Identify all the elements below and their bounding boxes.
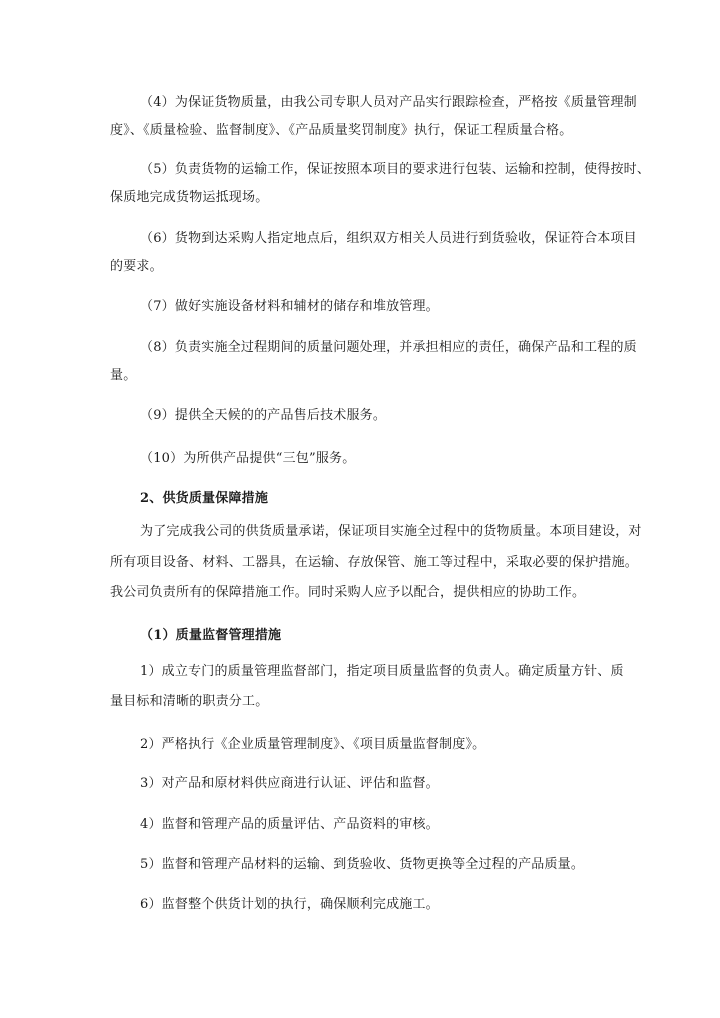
intro-line-1: 为了完成我公司的供货质量承诺，保证项目实施全过程中的货物质量。本项目建设，对 (140, 524, 642, 539)
paragraph-6-line-2: 的要求。 (110, 259, 163, 274)
section-2-heading: 2、供货质量保障措施 (140, 491, 269, 506)
measure-4-line-1: 4）监督和管理产品的质量评估、产品资料的审核。 (140, 817, 439, 832)
intro-line-2: 所有项目设备、材料、工器具，在运输、存放保管、施工等过程中，采取必要的保护措施。 (110, 555, 639, 570)
paragraph-5-line-2: 保质地完成货物运抵现场。 (110, 190, 269, 205)
measure-5-line-1: 5）监督和管理产品材料的运输、到货验收、货物更换等全过程的产品质量。 (140, 857, 585, 872)
subsection-1-heading: （1）质量监督管理措施 (140, 628, 282, 643)
paragraph-5-line-1: （5）负责货物的运输工作，保证按照本项目的要求进行包装、运输和控制，使得按时、 (140, 162, 651, 177)
paragraph-7-line-1: （7）做好实施设备材料和辅材的储存和堆放管理。 (140, 299, 439, 314)
paragraph-6-line-1: （6）货物到达采购人指定地点后，组织双方相关人员进行到货验收，保证符合本项目 (140, 231, 637, 246)
paragraph-4-line-1: （4）为保证货物质量，由我公司专职人员对产品实行跟踪检查，严格按《质量管理制 (140, 95, 637, 110)
paragraph-8-line-2: 量。 (110, 368, 137, 383)
measure-6-line-1: 6）监督整个供货计划的执行，确保顺利完成施工。 (140, 897, 439, 912)
measure-2-line-1: 2）严格执行《企业质量管理制度》、《项目质量监督制度》。 (140, 737, 486, 752)
paragraph-8-line-1: （8）负责实施全过程期间的质量问题处理，并承担相应的责任，确保产品和工程的质 (140, 340, 637, 355)
measure-3-line-1: 3）对产品和原材料供应商进行认证、评估和监督。 (140, 776, 439, 791)
paragraph-10-line-1: （10）为所供产品提供“三包”服务。 (140, 451, 356, 466)
intro-line-3: 我公司负责所有的保障措施工作。同时采购人应予以配合，提供相应的协助工作。 (110, 585, 586, 600)
paragraph-9-line-1: （9）提供全天候的的产品售后技术服务。 (140, 408, 387, 423)
measure-1-line-2: 量目标和清晰的职责分工。 (110, 694, 269, 709)
paragraph-4-line-2: 度》、《质量检验、监督制度》、《产品质量奖罚制度》执行，保证工程质量合格。 (110, 123, 573, 138)
measure-1-line-1: 1）成立专门的质量管理监督部门，指定项目质量监督的负责人。确定质量方针、质 (140, 664, 624, 679)
